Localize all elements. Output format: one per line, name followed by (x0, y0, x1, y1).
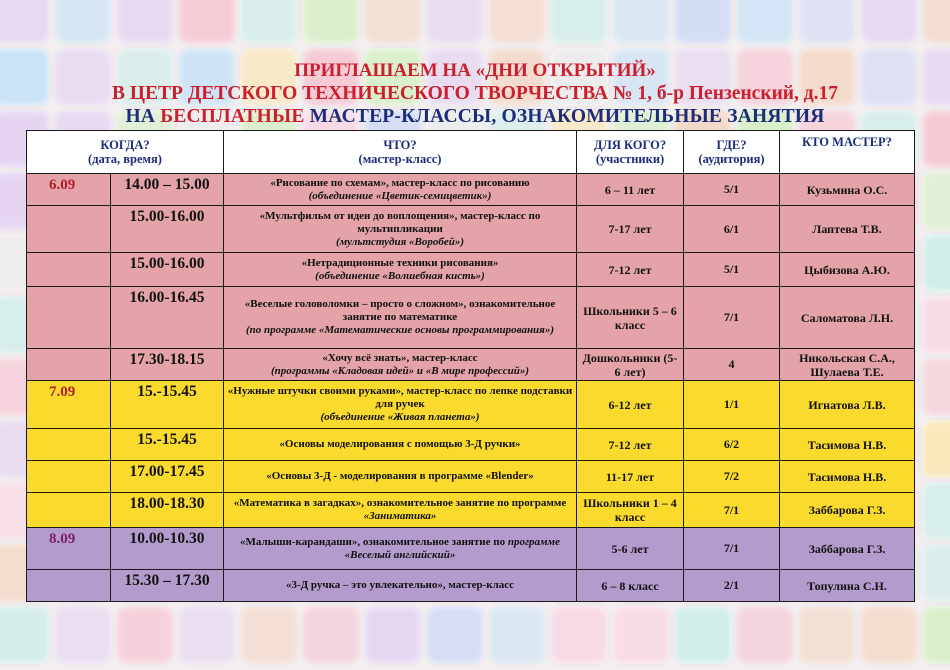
page-header (0, 60, 950, 128)
background-tile (116, 606, 174, 664)
schedule-table (26, 130, 915, 602)
row-what (224, 528, 577, 570)
row-what-main: «Математика в загадках», ознакомительное занятие по программе (233, 497, 567, 509)
row-who: 11-17 лет (577, 461, 684, 493)
background-tile (736, 606, 794, 664)
background-tile (178, 0, 236, 44)
background-tile (426, 0, 484, 44)
header-line-3 (0, 106, 950, 128)
background-tile (922, 358, 950, 416)
background-tile (550, 0, 608, 44)
row-what-main: «Нетрадиционные техники рисования» (301, 256, 499, 269)
row-time: 15.-15.45 (111, 381, 224, 429)
row-who: 7-12 лет (577, 253, 684, 287)
header-line-2: В ЦЕТР ДЕТСКОГО ТЕХНИЧЕСКОГО ТВОРЧЕСТВА № 1, б-р Пензенский, д.17 (111, 83, 839, 104)
row-what-italic: (по программе «Математические основы программирования») (245, 324, 555, 336)
row-what-italic: (объединение «Волшебная кисть») (315, 269, 485, 282)
row-master: Саломатова Л.Н. (780, 287, 915, 349)
row-master: Заббарова Г.З. (780, 528, 915, 570)
row-date (27, 349, 111, 381)
col-when-subtitle: (дата, время) (88, 152, 162, 166)
row-what-italic: (объединение «Живая планета») (320, 411, 480, 423)
table-row (27, 429, 915, 461)
background-tile (612, 606, 670, 664)
background-tile (922, 234, 950, 292)
col-master-title: КТО МАСТЕР? (802, 135, 892, 149)
row-what-main: «Нужные штучки своими руками», мастер-класс по лепке подставки для ручек (227, 385, 573, 410)
col-when (27, 131, 224, 174)
col-for-whom (577, 131, 684, 174)
row-what-main: «Малыши-карандаши», ознакомительное занятие по (240, 535, 506, 548)
background-tile (178, 606, 236, 664)
background-tile (240, 0, 298, 44)
row-who: 6 – 8 класс (577, 570, 684, 602)
row-what-main: «Рисование по схемам», мастер-класс по рисованию (270, 176, 530, 189)
row-what (224, 174, 577, 206)
table-row (27, 206, 915, 253)
background-tile (116, 0, 174, 44)
col-for-whom-title: ДЛЯ КОГО? (593, 138, 667, 152)
row-what (224, 429, 577, 461)
col-when-title: КОГДА? (100, 138, 150, 152)
row-date (27, 493, 111, 528)
row-what (224, 570, 577, 602)
background-tile (364, 0, 422, 44)
row-where: 7/2 (684, 461, 780, 493)
row-where: 7/1 (684, 287, 780, 349)
row-who: 6 – 11 лет (577, 174, 684, 206)
row-where: 6/2 (684, 429, 780, 461)
row-date (27, 287, 111, 349)
background-tile (54, 0, 112, 44)
row-time: 15.00-16.00 (111, 206, 224, 253)
row-what (224, 253, 577, 287)
background-tile (0, 0, 50, 44)
row-what (224, 349, 577, 381)
header-line-3-suffix: МАСТЕР-КЛАССЫ, ОЗНАКОМИТЕЛЬНЫЕ ЗАНЯТИЯ (304, 106, 825, 127)
background-tile (922, 0, 950, 44)
col-what-subtitle: (мастер-класс) (358, 152, 442, 166)
row-date: 8.09 (27, 528, 111, 570)
background-tile (922, 544, 950, 602)
col-master (780, 131, 915, 174)
background-tile (0, 606, 50, 664)
row-master: Топулина С.Н. (780, 570, 915, 602)
row-where: 1/1 (684, 381, 780, 429)
row-time: 16.00-16.45 (111, 287, 224, 349)
col-where (684, 131, 780, 174)
background-tile (922, 482, 950, 540)
col-where-title: ГДЕ? (716, 138, 747, 152)
table-row (27, 174, 915, 206)
row-who: Дошкольники (5-6 лет) (577, 349, 684, 381)
col-for-whom-subtitle: (участники) (595, 152, 665, 166)
row-time: 14.00 – 15.00 (111, 174, 224, 206)
table-row (27, 287, 915, 349)
row-master: Игнатова Л.В. (780, 381, 915, 429)
row-who: Школьники 1 – 4 класс (577, 493, 684, 528)
row-where: 5/1 (684, 253, 780, 287)
table-row (27, 381, 915, 429)
row-where: 2/1 (684, 570, 780, 602)
background-tile (426, 606, 484, 664)
background-tile (736, 0, 794, 44)
background-tile (302, 0, 360, 44)
table-row (27, 349, 915, 381)
background-tile (302, 606, 360, 664)
row-what-main: «Основы 3-Д - моделирования в программе «Blender» (266, 470, 534, 482)
table-row (27, 461, 915, 493)
background-tile (922, 172, 950, 230)
row-what-main: «Веселые головоломки – просто о сложном», ознакомительное занятие по математике (244, 298, 556, 323)
background-tile (240, 606, 298, 664)
col-what-title: ЧТО? (383, 138, 417, 152)
row-date (27, 570, 111, 602)
row-where: 6/1 (684, 206, 780, 253)
row-where: 7/1 (684, 528, 780, 570)
row-time: 15.30 – 17.30 (111, 570, 224, 602)
row-time: 17.30-18.15 (111, 349, 224, 381)
row-what-main: «3-Д ручка – это увлекательно», мастер-класс (285, 579, 515, 591)
row-what (224, 381, 577, 429)
background-tile (674, 606, 732, 664)
row-what-italic: программе «Веселый английский» (344, 535, 560, 561)
row-what (224, 287, 577, 349)
row-where: 5/1 (684, 174, 780, 206)
row-what (224, 493, 577, 528)
background-tile (922, 420, 950, 478)
row-time: 18.00-18.30 (111, 493, 224, 528)
row-time: 15.-15.45 (111, 429, 224, 461)
row-who: 5-6 лет (577, 528, 684, 570)
table-header-row (27, 131, 915, 174)
row-time: 17.00-17.45 (111, 461, 224, 493)
row-what-main: «Основы моделирования с помощью 3-Д ручки» (279, 438, 521, 450)
row-what-main: «Хочу всё знать», мастер-класс (322, 351, 478, 364)
header-line-3-prefix: НА (125, 106, 161, 127)
col-what (224, 131, 577, 174)
col-where-subtitle: (аудитория) (698, 152, 765, 166)
background-tile (798, 606, 856, 664)
row-time: 10.00-10.30 (111, 528, 224, 570)
row-what (224, 461, 577, 493)
background-tile (860, 0, 918, 44)
row-who: 6-12 лет (577, 381, 684, 429)
row-master: Никольская С.А., Шулаева Т.Е. (780, 349, 915, 381)
row-master: Кузьмина О.С. (780, 174, 915, 206)
row-what-italic: (объединение «Цветик-семицветик») (308, 189, 492, 202)
row-date (27, 206, 111, 253)
row-what-italic: (программы «Кладовая идей» и «В мире профессий») (270, 364, 530, 377)
table-row (27, 570, 915, 602)
table-row (27, 493, 915, 528)
table-row (27, 253, 915, 287)
row-what (224, 206, 577, 253)
row-time: 15.00-16.00 (111, 253, 224, 287)
background-tile (860, 606, 918, 664)
background-tile (798, 0, 856, 44)
row-master: Заббарова Г.З. (780, 493, 915, 528)
row-master: Тасимова Н.В. (780, 461, 915, 493)
background-tile (488, 0, 546, 44)
row-who: 7-12 лет (577, 429, 684, 461)
row-who: Школьники 5 – 6 класс (577, 287, 684, 349)
row-where: 4 (684, 349, 780, 381)
background-tile (54, 606, 112, 664)
background-tile (922, 296, 950, 354)
row-master: Цыбизова А.Ю. (780, 253, 915, 287)
table-row (27, 528, 915, 570)
row-where: 7/1 (684, 493, 780, 528)
row-master: Тасимова Н.В. (780, 429, 915, 461)
background-tile (488, 606, 546, 664)
row-master: Лаптева Т.В. (780, 206, 915, 253)
row-date: 7.09 (27, 381, 111, 429)
background-tile (612, 0, 670, 44)
background-tile (364, 606, 422, 664)
row-what-italic: «Заниматика» (363, 510, 437, 522)
row-date (27, 253, 111, 287)
background-tile (674, 0, 732, 44)
header-line-1: ПРИГЛАШАЕМ НА «ДНИ ОТКРЫТИЙ» (294, 60, 656, 81)
row-date (27, 461, 111, 493)
background-tile (922, 606, 950, 664)
row-date (27, 429, 111, 461)
row-who: 7-17 лет (577, 206, 684, 253)
background-tile (550, 606, 608, 664)
row-date: 6.09 (27, 174, 111, 206)
header-line-3-highlight: БЕСПЛАТНЫЕ (160, 106, 305, 127)
row-what-italic: (мультстудия «Воробей») (335, 235, 464, 248)
row-what-main: «Мультфильм от идеи до воплощения», мастер-класс по мультипликации (259, 209, 541, 235)
